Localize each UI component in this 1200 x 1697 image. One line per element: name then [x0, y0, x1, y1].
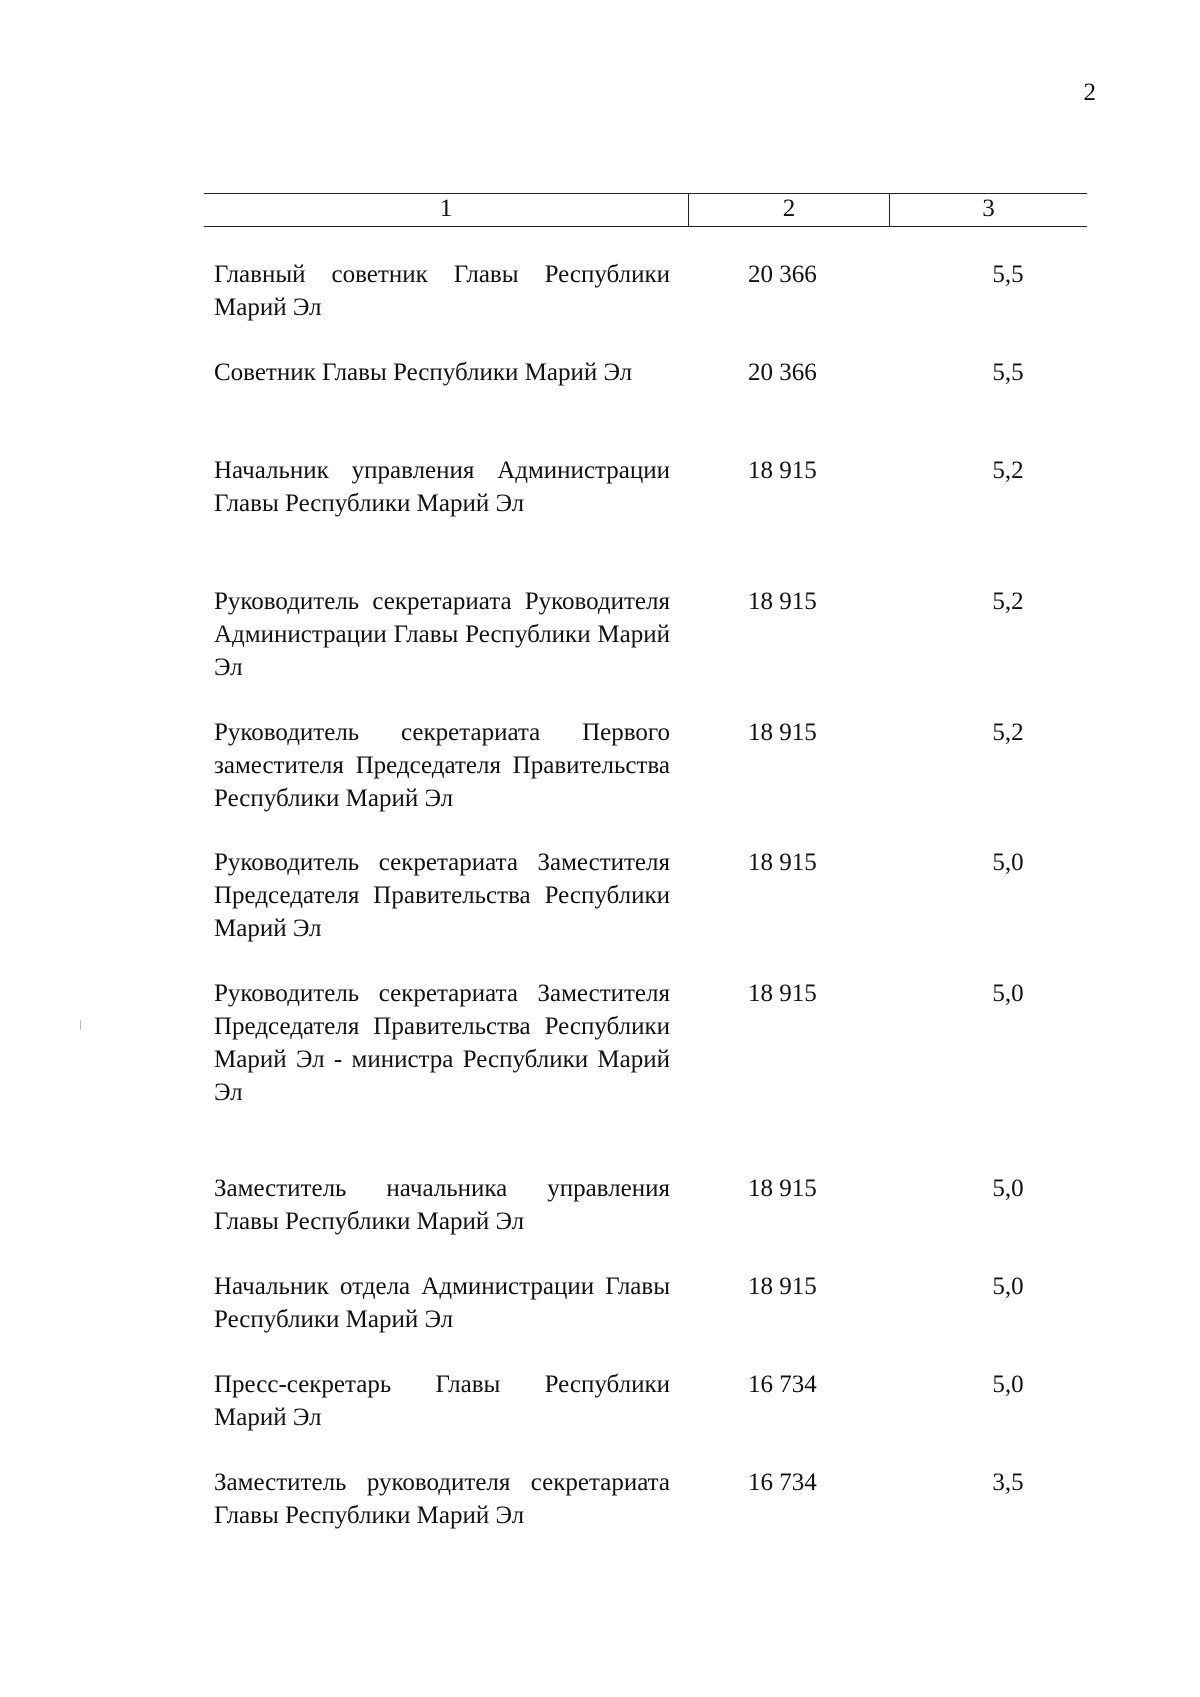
coefficient-value: 5,2 — [992, 588, 1024, 615]
position-title: Руководитель секретариата Первого заместителя Председателя Правительства Республики Марий Эл — [214, 719, 670, 812]
position-title: Пресс-секретарь Главы Республики Марий Эл — [214, 1371, 670, 1431]
column-header-3: 3 — [889, 194, 1087, 226]
salary-value: 18 915 — [748, 980, 817, 1007]
salary-value: 18 915 — [748, 588, 817, 615]
coefficient-value: 5,2 — [992, 719, 1024, 746]
column-header-1: 1 — [439, 195, 453, 222]
position-title: Заместитель начальника управления Главы Республики Марий Эл — [214, 1175, 670, 1235]
position-title: Главный советник Главы Республики Марий Эл — [214, 261, 670, 321]
salary-value: 20 366 — [748, 359, 817, 386]
coefficient-value: 5,0 — [992, 980, 1024, 1007]
salary-value: 16 734 — [748, 1469, 817, 1496]
coefficient-value: 5,2 — [992, 457, 1024, 484]
table-row — [214, 1172, 1024, 1238]
table-row — [214, 356, 1024, 389]
coefficient-value: 3,5 — [992, 1469, 1024, 1496]
position-title: Руководитель секретариата Руководителя Администрации Главы Республики Марий Эл — [214, 588, 670, 681]
salary-value: 20 366 — [748, 261, 817, 288]
salary-value: 18 915 — [748, 719, 817, 746]
table-header — [204, 193, 1087, 227]
page-number: 2 — [1083, 79, 1096, 106]
coefficient-value: 5,0 — [992, 849, 1024, 876]
coefficient-value: 5,5 — [992, 359, 1024, 386]
position-title: Советник Главы Республики Марий Эл — [214, 359, 633, 386]
salary-value: 18 915 — [748, 849, 817, 876]
table-row — [214, 1368, 1024, 1434]
salary-value: 18 915 — [748, 1273, 817, 1300]
table-row — [214, 977, 1024, 1109]
column-header-2: 2 — [688, 194, 889, 226]
coefficient-value: 5,0 — [992, 1273, 1024, 1300]
table-row — [214, 258, 1024, 324]
position-title: Начальник управления Администрации Главы Республики Марий Эл — [214, 457, 670, 517]
position-title: Начальник отдела Администрации Главы Республики Марий Эл — [214, 1273, 670, 1333]
salary-value: 18 915 — [748, 457, 817, 484]
table-row — [214, 1270, 1024, 1336]
salary-value: 18 915 — [748, 1175, 817, 1202]
table-row — [214, 716, 1024, 815]
coefficient-value: 5,0 — [992, 1175, 1024, 1202]
coefficient-value: 5,0 — [992, 1371, 1024, 1398]
table-row — [214, 585, 1024, 684]
salary-value: 16 734 — [748, 1371, 817, 1398]
table-row — [214, 1466, 1024, 1532]
table-row — [214, 454, 1024, 520]
table-row — [214, 846, 1024, 945]
position-title: Заместитель руководителя секретариата Главы Республики Марий Эл — [214, 1469, 670, 1529]
coefficient-value: 5,5 — [992, 261, 1024, 288]
position-title: Руководитель секретариата Заместителя Председателя Правительства Республики Марий Эл - министра Республики Марий Эл — [214, 980, 670, 1106]
scan-margin-mark — [80, 1020, 81, 1030]
position-title: Руководитель секретариата Заместителя Председателя Правительства Республики Марий Эл — [214, 849, 670, 942]
